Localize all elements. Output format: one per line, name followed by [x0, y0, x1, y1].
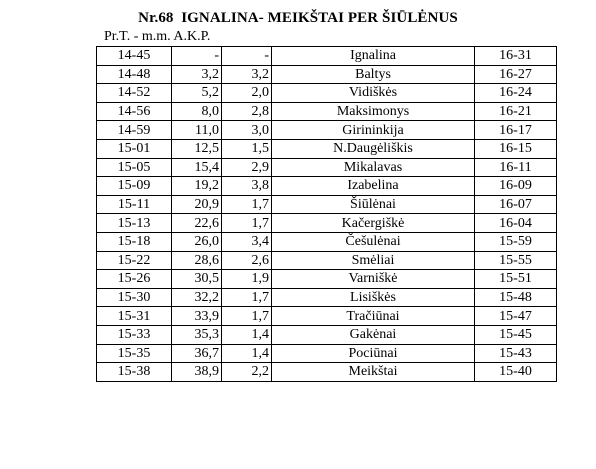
return-time-cell: 16-17 — [475, 121, 557, 140]
departure-time-cell: 14-52 — [97, 84, 172, 103]
stop-name-cell: Tračiūnai — [272, 307, 475, 326]
total-distance-cell: 32,2 — [172, 288, 222, 307]
segment-distance-cell: 1,7 — [222, 288, 272, 307]
stop-name-cell: N.Daugėliškis — [272, 139, 475, 158]
total-distance-cell: 20,9 — [172, 195, 222, 214]
departure-time-cell: 15-30 — [97, 288, 172, 307]
total-distance-cell: 36,7 — [172, 344, 222, 363]
return-time-cell: 16-11 — [475, 158, 557, 177]
segment-distance-cell: 1,7 — [222, 307, 272, 326]
return-time-cell: 15-47 — [475, 307, 557, 326]
segment-distance-cell: 2,9 — [222, 158, 272, 177]
segment-distance-cell: 2,0 — [222, 84, 272, 103]
departure-time-cell: 14-56 — [97, 102, 172, 121]
table-row — [97, 232, 557, 251]
table-row — [97, 177, 557, 196]
segment-distance-cell: 2,8 — [222, 102, 272, 121]
table-row — [97, 102, 557, 121]
departure-time-cell: 15-22 — [97, 251, 172, 270]
departure-time-cell: 15-26 — [97, 270, 172, 289]
stop-name-cell: Smėliai — [272, 251, 475, 270]
total-distance-cell: 38,9 — [172, 363, 222, 382]
segment-distance-cell: 3,8 — [222, 177, 272, 196]
departure-time-cell: 15-05 — [97, 158, 172, 177]
segment-distance-cell: 1,4 — [222, 344, 272, 363]
departure-time-cell: 15-11 — [97, 195, 172, 214]
return-time-cell: 15-59 — [475, 232, 557, 251]
segment-distance-cell: 3,2 — [222, 65, 272, 84]
segment-distance-cell: - — [222, 47, 272, 66]
segment-distance-cell: 3,0 — [222, 121, 272, 140]
total-distance-cell: 15,4 — [172, 158, 222, 177]
stop-name-cell: Mikalavas — [272, 158, 475, 177]
departure-time-cell: 15-01 — [97, 139, 172, 158]
return-time-cell: 16-21 — [475, 102, 557, 121]
return-time-cell: 16-24 — [475, 84, 557, 103]
segment-distance-cell: 1,4 — [222, 325, 272, 344]
stop-name-cell: Meikštai — [272, 363, 475, 382]
return-time-cell: 15-55 — [475, 251, 557, 270]
table-row — [97, 344, 557, 363]
segment-distance-cell: 1,7 — [222, 195, 272, 214]
segment-distance-cell: 1,5 — [222, 139, 272, 158]
table-row — [97, 363, 557, 382]
total-distance-cell: 3,2 — [172, 65, 222, 84]
departure-time-cell: 15-35 — [97, 344, 172, 363]
return-time-cell: 15-51 — [475, 270, 557, 289]
table-row — [97, 251, 557, 270]
total-distance-cell: - — [172, 47, 222, 66]
operating-days-note: Pr.T. - m.m. A.K.P. — [104, 29, 211, 44]
segment-distance-cell: 2,2 — [222, 363, 272, 382]
total-distance-cell: 35,3 — [172, 325, 222, 344]
return-time-cell: 16-09 — [475, 177, 557, 196]
stop-name-cell: Šiūlėnai — [272, 195, 475, 214]
table-row — [97, 158, 557, 177]
return-time-cell: 15-45 — [475, 325, 557, 344]
table-row — [97, 195, 557, 214]
return-time-cell: 16-07 — [475, 195, 557, 214]
stop-name-cell: Izabelina — [272, 177, 475, 196]
total-distance-cell: 22,6 — [172, 214, 222, 233]
total-distance-cell: 33,9 — [172, 307, 222, 326]
stop-name-cell: Kačergiškė — [272, 214, 475, 233]
total-distance-cell: 26,0 — [172, 232, 222, 251]
stop-name-cell: Gakėnai — [272, 325, 475, 344]
departure-time-cell: 15-31 — [97, 307, 172, 326]
table-row — [97, 121, 557, 140]
table-row — [97, 270, 557, 289]
return-time-cell: 15-40 — [475, 363, 557, 382]
segment-distance-cell: 1,9 — [222, 270, 272, 289]
departure-time-cell: 14-48 — [97, 65, 172, 84]
stop-name-cell: Pociūnai — [272, 344, 475, 363]
total-distance-cell: 30,5 — [172, 270, 222, 289]
total-distance-cell: 8,0 — [172, 102, 222, 121]
return-time-cell: 16-27 — [475, 65, 557, 84]
stop-name-cell: Vidiškės — [272, 84, 475, 103]
departure-time-cell: 15-38 — [97, 363, 172, 382]
stop-name-cell: Maksimonys — [272, 102, 475, 121]
total-distance-cell: 11,0 — [172, 121, 222, 140]
segment-distance-cell: 2,6 — [222, 251, 272, 270]
stop-name-cell: Ignalina — [272, 47, 475, 66]
segment-distance-cell: 3,4 — [222, 232, 272, 251]
return-time-cell: 16-04 — [475, 214, 557, 233]
table-row — [97, 325, 557, 344]
total-distance-cell: 28,6 — [172, 251, 222, 270]
return-time-cell: 16-15 — [475, 139, 557, 158]
total-distance-cell: 19,2 — [172, 177, 222, 196]
departure-time-cell: 15-13 — [97, 214, 172, 233]
departure-time-cell: 15-18 — [97, 232, 172, 251]
stop-name-cell: Varniškė — [272, 270, 475, 289]
stop-name-cell: Češulėnai — [272, 232, 475, 251]
stop-name-cell: Girininkija — [272, 121, 475, 140]
stop-name-cell: Lisiškės — [272, 288, 475, 307]
departure-time-cell: 15-09 — [97, 177, 172, 196]
table-row — [97, 84, 557, 103]
table-row — [97, 139, 557, 158]
return-time-cell: 16-31 — [475, 47, 557, 66]
return-time-cell: 15-48 — [475, 288, 557, 307]
timetable-body — [97, 47, 557, 382]
page-title: Nr.68 IGNALINA- MEIKŠTAI PER ŠIŪLĖNUS — [138, 10, 458, 26]
total-distance-cell: 12,5 — [172, 139, 222, 158]
table-row — [97, 47, 557, 66]
segment-distance-cell: 1,7 — [222, 214, 272, 233]
total-distance-cell: 5,2 — [172, 84, 222, 103]
return-time-cell: 15-43 — [475, 344, 557, 363]
table-row — [97, 214, 557, 233]
departure-time-cell: 15-33 — [97, 325, 172, 344]
table-row — [97, 307, 557, 326]
timetable — [96, 46, 557, 382]
table-row — [97, 65, 557, 84]
stop-name-cell: Baltys — [272, 65, 475, 84]
departure-time-cell: 14-59 — [97, 121, 172, 140]
departure-time-cell: 14-45 — [97, 47, 172, 66]
table-row — [97, 288, 557, 307]
